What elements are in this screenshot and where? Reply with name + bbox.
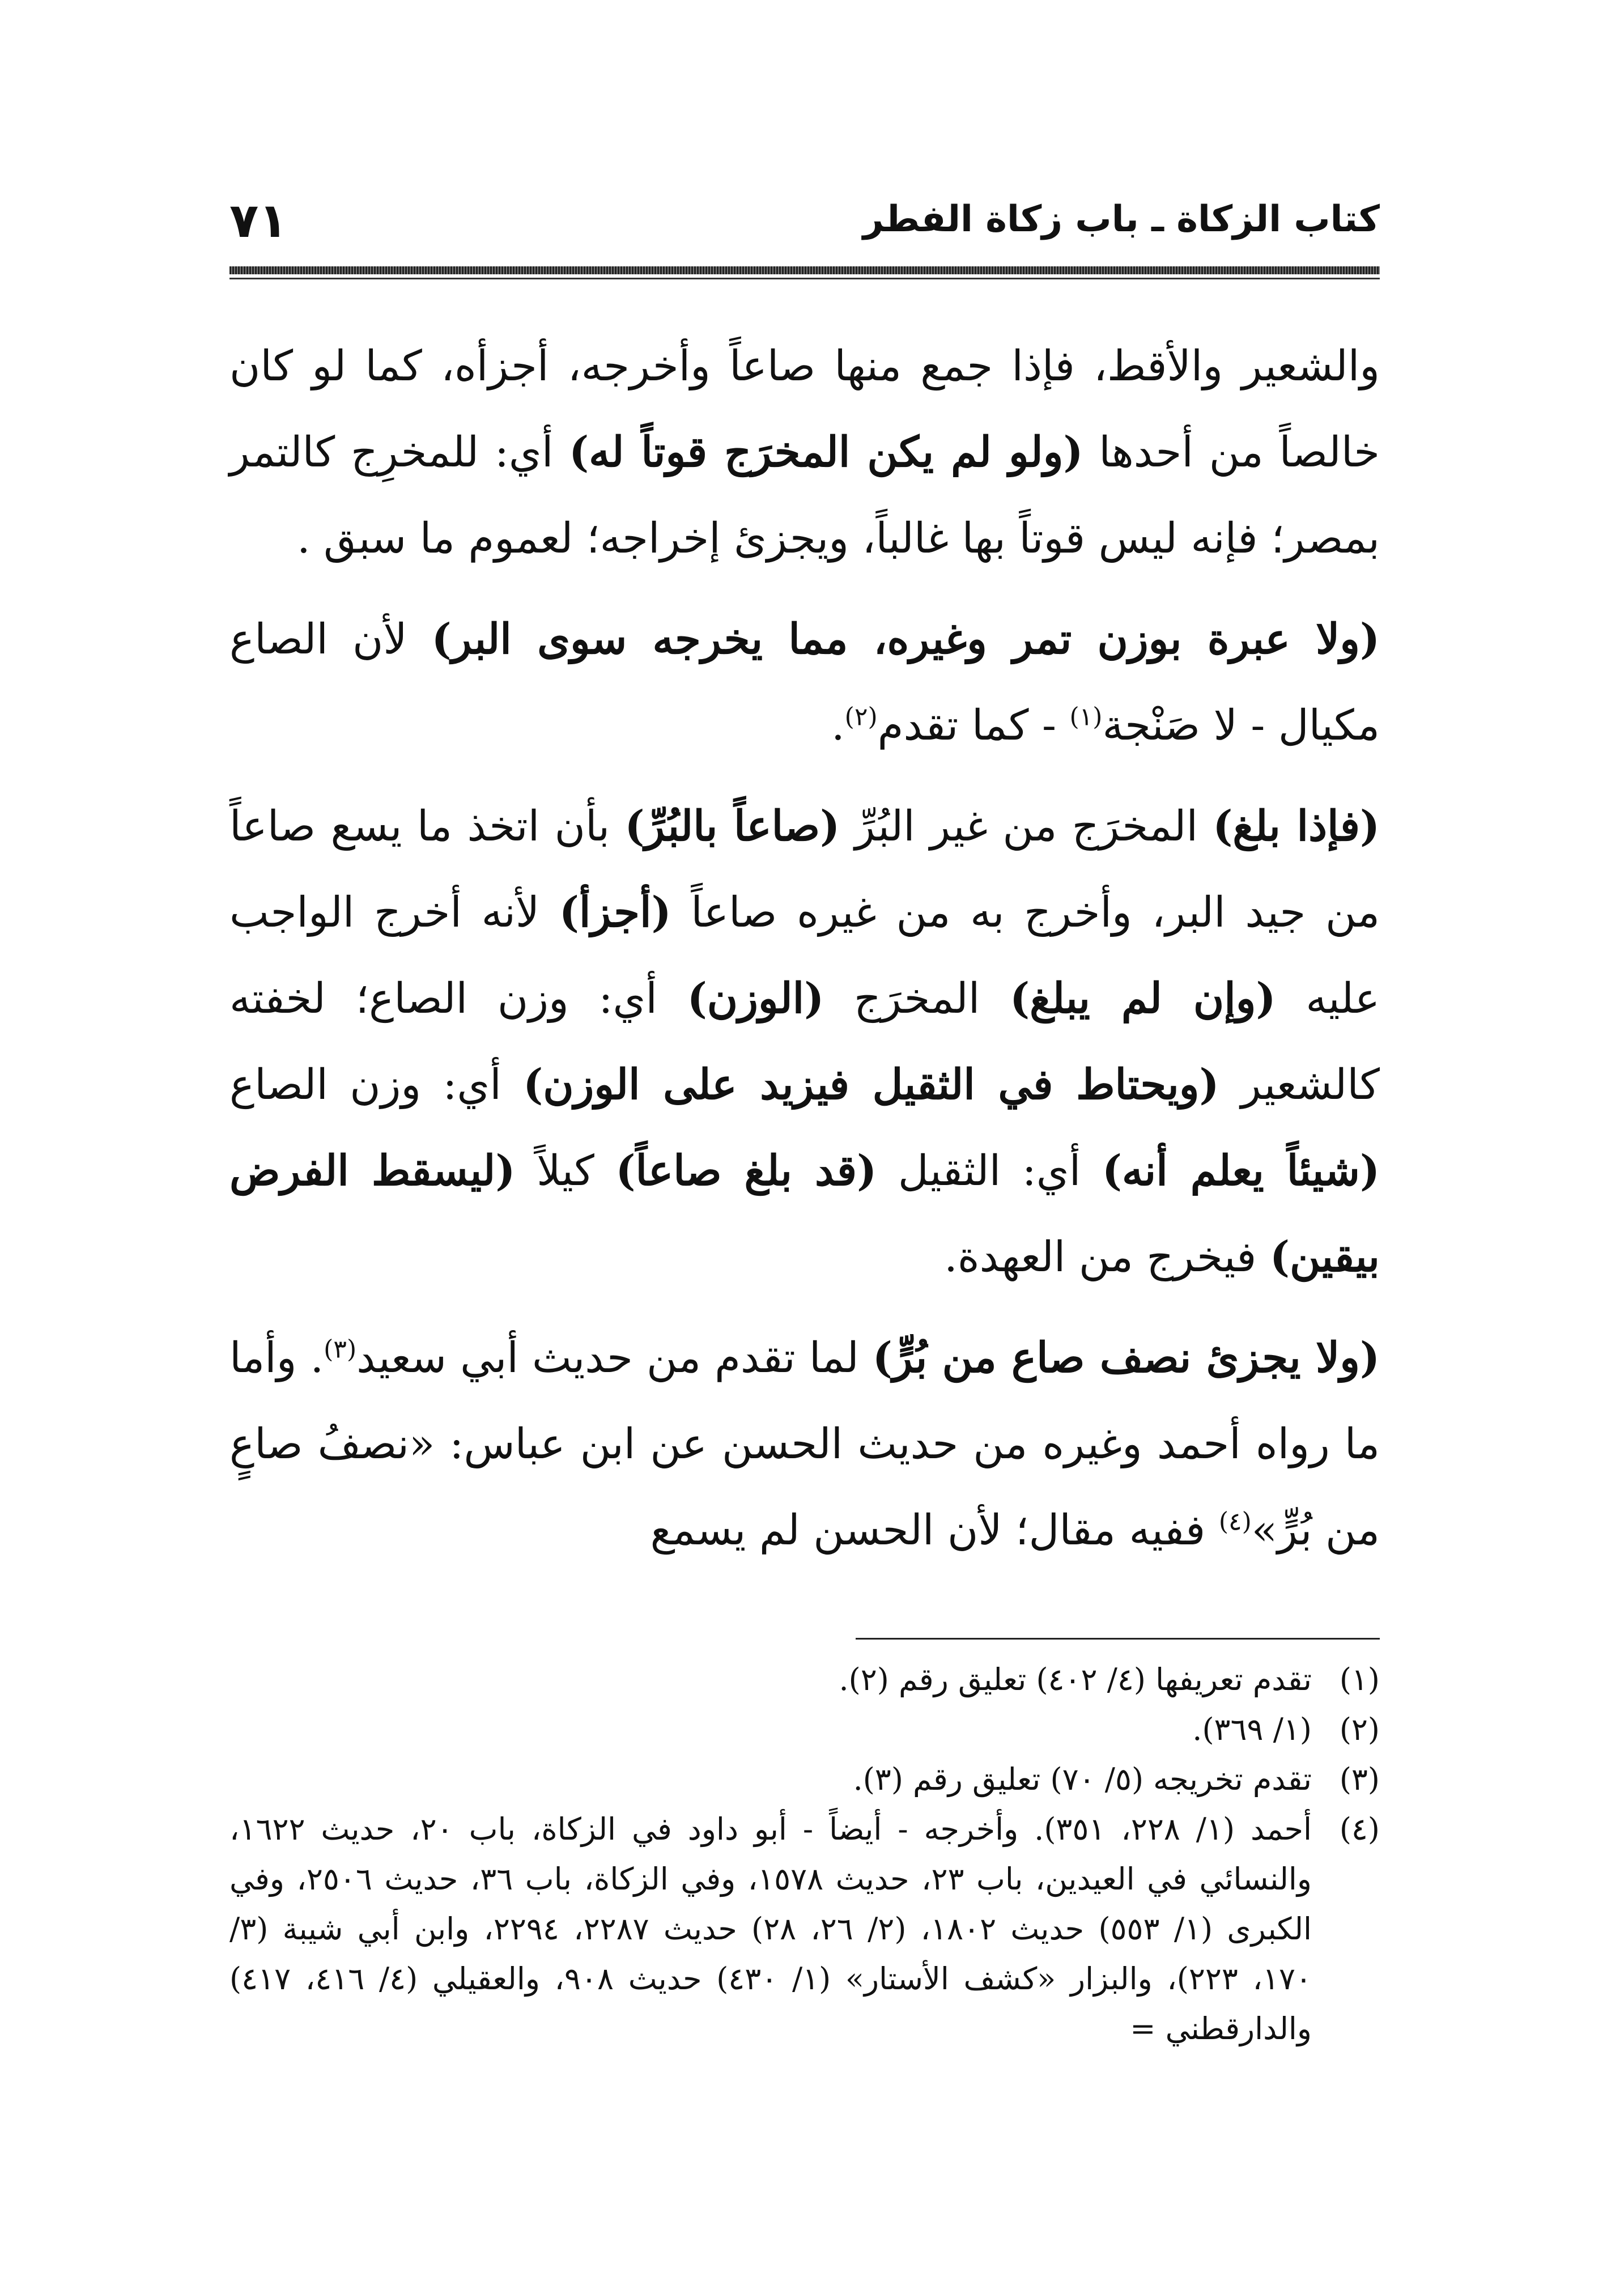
paragraph	[229, 783, 1380, 1300]
matn-text: (قد بلغ صاعاً)	[615, 1146, 877, 1195]
footnote-number: (٤)	[1339, 1811, 1380, 1847]
footnote-text: أحمد (١/ ٢٢٨، ٣٥١). وأخرجه - أيضاً - أبو داود في الزكاة، باب ٢٠، حديث ١٦٢٢، والنسائي في العيدين، باب ٢٣، حديث ١٥٧٨، وفي الزكاة، باب ٣٦، حديث ٢٥٠٦، وفي الكبرى (١/ ٥٥٣) حديث ١٨٠٢، (٢/ ٢٦، ٢٨) حديث ٢٢٨٧، ٢٢٩٤، وابن أبي شيبة (٣/ ١٧٠، ٢٢٣)، والبزار «كشف الأستار» (١/ ٤٣٠) حديث ٩٠٨، والعقيلي (٤/ ٤١٦، ٤١٧) والدارقطني =	[229, 1811, 1312, 2046]
text-run: لأنه أخرج الواجب عليه	[229, 888, 1380, 1023]
page-header	[229, 187, 1380, 272]
running-title: كتاب الزكاة ـ باب زكاة الفطر	[862, 198, 1380, 240]
footnote-ref[interactable]: (٣)	[324, 1335, 357, 1364]
matn-text: (أجزأ)	[559, 888, 671, 937]
text-run: المخرَج من غير البُرِّ	[840, 802, 1213, 851]
footnotes	[229, 1655, 1380, 2054]
matn-text: (شيئاً يعلم أنه)	[1102, 1146, 1380, 1195]
footnote	[229, 1655, 1380, 1705]
matn-text: (ولا عبرة بوزن تمر وغيره، مما يخرجه سوى البر)	[431, 615, 1380, 664]
footnote	[229, 1755, 1380, 1804]
text-run: والشعير والأقط، فإذا جمع منها صاعاً وأخرجه، أجزأه، كما لو كان خالصاً من أحدها	[229, 342, 1380, 477]
paragraph	[229, 1315, 1380, 1573]
paragraph	[229, 323, 1380, 581]
matn-text: (صاعاً بالبُرِّ)	[624, 802, 840, 851]
header-rule	[229, 266, 1380, 274]
footnote-ref[interactable]: (٤)	[1218, 1507, 1252, 1536]
text-run: كيلاً	[515, 1146, 616, 1195]
footnote-number: (٣)	[1339, 1761, 1380, 1797]
text-run: أي: للمخرِج كالتمر بمصر؛ فإنه ليس قوتاً بها غالباً، ويجزئ إخراجه؛ لعموم ما سبق .	[229, 428, 1380, 563]
matn-text: (ويحتاط في الثقيل فيزيد على الوزن)	[523, 1060, 1219, 1109]
text-run: . وأما ما رواه أحمد وغيره من حديث الحسن عن ابن عباس: «نصفُ صاعٍ من بُرٍّ»	[229, 1334, 1380, 1555]
footnote	[229, 1804, 1380, 2054]
footnote-ref[interactable]: (١)	[1069, 702, 1103, 732]
text-run: أي: وزن الصاع؛ لخفته كالشعير	[229, 974, 1380, 1109]
text-run: ففيه مقال؛ لأن الحسن لم يسمع	[650, 1506, 1219, 1555]
text-run: المخرَج	[824, 974, 1010, 1023]
main-text	[229, 323, 1380, 1588]
text-run: أي: وزن الصاع	[229, 1060, 524, 1109]
footnote-ref[interactable]: (٢)	[844, 702, 878, 732]
header-rule-thin	[229, 278, 1380, 279]
matn-text: (ليسقط الفرض بيقين)	[229, 1146, 1380, 1281]
text-run: - كما تقدم	[877, 701, 1070, 750]
footnote-text: تقدم تعريفها (٤/ ٤٠٢) تعليق رقم (٢).	[839, 1662, 1312, 1697]
footnote-number: (١)	[1339, 1662, 1380, 1697]
text-run: بأن اتخذ ما يسع صاعاً من جيد البر، وأخرج به من غيره صاعاً	[229, 802, 1380, 937]
text-run: .	[831, 701, 845, 750]
footnote-text: (١/ ٣٦٩).	[1192, 1712, 1312, 1747]
text-run: فيخرج من العهدة.	[944, 1233, 1270, 1281]
matn-text: (فإذا بلغ)	[1213, 802, 1380, 851]
text-run: أي: الثقيل	[877, 1146, 1102, 1195]
matn-text: (وإن لم يبلغ)	[1010, 974, 1276, 1023]
matn-text: (الوزن)	[687, 974, 824, 1023]
matn-text: (ولا يجزئ نصف صاع من بُرٍّ)	[872, 1334, 1380, 1382]
footnote-separator	[856, 1638, 1380, 1640]
footnote-number: (٢)	[1339, 1712, 1380, 1747]
footnote-text: تقدم تخريجه (٥/ ٧٠) تعليق رقم (٣).	[853, 1761, 1312, 1797]
page-number: ٧١	[229, 193, 288, 248]
paragraph	[229, 596, 1380, 768]
text-run: لما تقدم من حديث أبي سعيد	[356, 1334, 873, 1382]
text-run: لأن الصاع مكيال - لا صَنْجة	[229, 615, 1380, 750]
matn-text: (ولو لم يكن المخرَج قوتاً له)	[569, 428, 1083, 477]
footnote	[229, 1705, 1380, 1755]
